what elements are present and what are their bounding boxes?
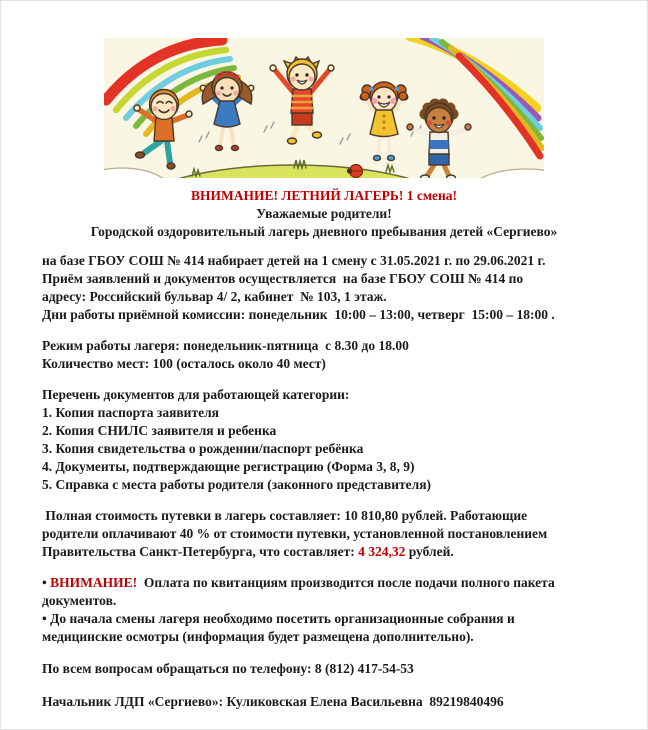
chief-line xyxy=(42,693,606,711)
document-item-5: 5. Справка с места работы родителя (законного представителя) xyxy=(42,477,431,492)
greeting: Уважаемые родители! xyxy=(256,206,392,221)
schedule-paragraph xyxy=(42,337,606,373)
intro-line-3: адресу: Российский бульвар 4/ 2, кабинет № 103, 1 этаж. xyxy=(42,289,387,304)
document-item-1: 1. Копия паспорта заявителя xyxy=(42,405,219,420)
cost-line-1: Полная стоимость путевки в лагерь составляет: 10 810,80 рублей. Работающие xyxy=(42,508,528,523)
attention-note-1-text: Оплата по квитанциям производится после подачи полного пакета xyxy=(137,575,555,590)
document-item-2: 2. Копия СНИЛС заявителя и ребенка xyxy=(42,423,277,438)
phone-text: По всем вопросам обращаться по телефону: 8 (812) 417-54-53 xyxy=(42,661,414,676)
capacity-line: Количество мест: 100 (осталось около 40 мест) xyxy=(42,356,326,371)
cost-line-3-prefix: Правительства Санкт-Петербурга, что составляет: xyxy=(42,544,359,559)
cost-line-2: родители оплачивают 40 % от стоимости путевки, установленной постановлением xyxy=(42,526,548,541)
cost-line-3 xyxy=(42,543,606,561)
cost-paragraph xyxy=(42,507,606,561)
attention-title: ВНИМАНИЕ! ЛЕТНИЙ ЛАГЕРЬ! 1 смена! xyxy=(190,188,458,203)
org-name: Городской оздоровительный лагерь дневного пребывания детей «Сергиево» xyxy=(90,224,558,239)
intro-line-1: на базе ГБОУ СОШ № 414 набирает детей на 1 смену с 31.05.2021 г. по 29.06.2021 г. xyxy=(42,253,546,268)
intro-line-2: Приём заявлений и документов осуществляется на базе ГБОУ СОШ № 414 по xyxy=(42,271,524,286)
intro-paragraph xyxy=(42,252,606,324)
attention-note-2: • До начала смены лагеря необходимо посетить организационные собрания и xyxy=(42,611,515,626)
documents-list xyxy=(42,386,606,494)
co-pay-amount: 4 324,32 xyxy=(358,544,406,559)
intro-line-4: Дни работы приёмной комиссии: понедельник 10:00 – 13:00, четверг 15:00 – 18:00 . xyxy=(42,307,555,322)
cost-line-3-suffix: рублей. xyxy=(405,544,454,559)
children-illustration xyxy=(104,38,544,178)
document-item-4: 4. Документы, подтверждающие регистрацию (Форма 3, 8, 9) xyxy=(42,459,415,474)
bullet-marker: • xyxy=(42,575,51,590)
attention-note-1 xyxy=(42,574,606,592)
attention-note-2-cont: медицинские осмотры (информация будет размещена дополнительно). xyxy=(42,629,474,644)
document-item-3: 3. Копия свидетельства о рождении/паспорт ребёнка xyxy=(42,441,364,456)
attention-highlight: ВНИМАНИЕ! xyxy=(50,575,138,590)
documents-heading: Перечень документов для работающей категории: xyxy=(42,387,350,402)
attention-notes xyxy=(42,574,606,646)
phone-line xyxy=(42,660,606,678)
chief-text: Начальник ЛДП «Сергиево»: Куликовская Елена Васильевна 89219840496 xyxy=(42,694,504,709)
camp-hours-line: Режим работы лагеря: понедельник-пятница с 8.30 до 18.00 xyxy=(42,338,409,353)
attention-note-1-cont: документов. xyxy=(42,593,117,608)
